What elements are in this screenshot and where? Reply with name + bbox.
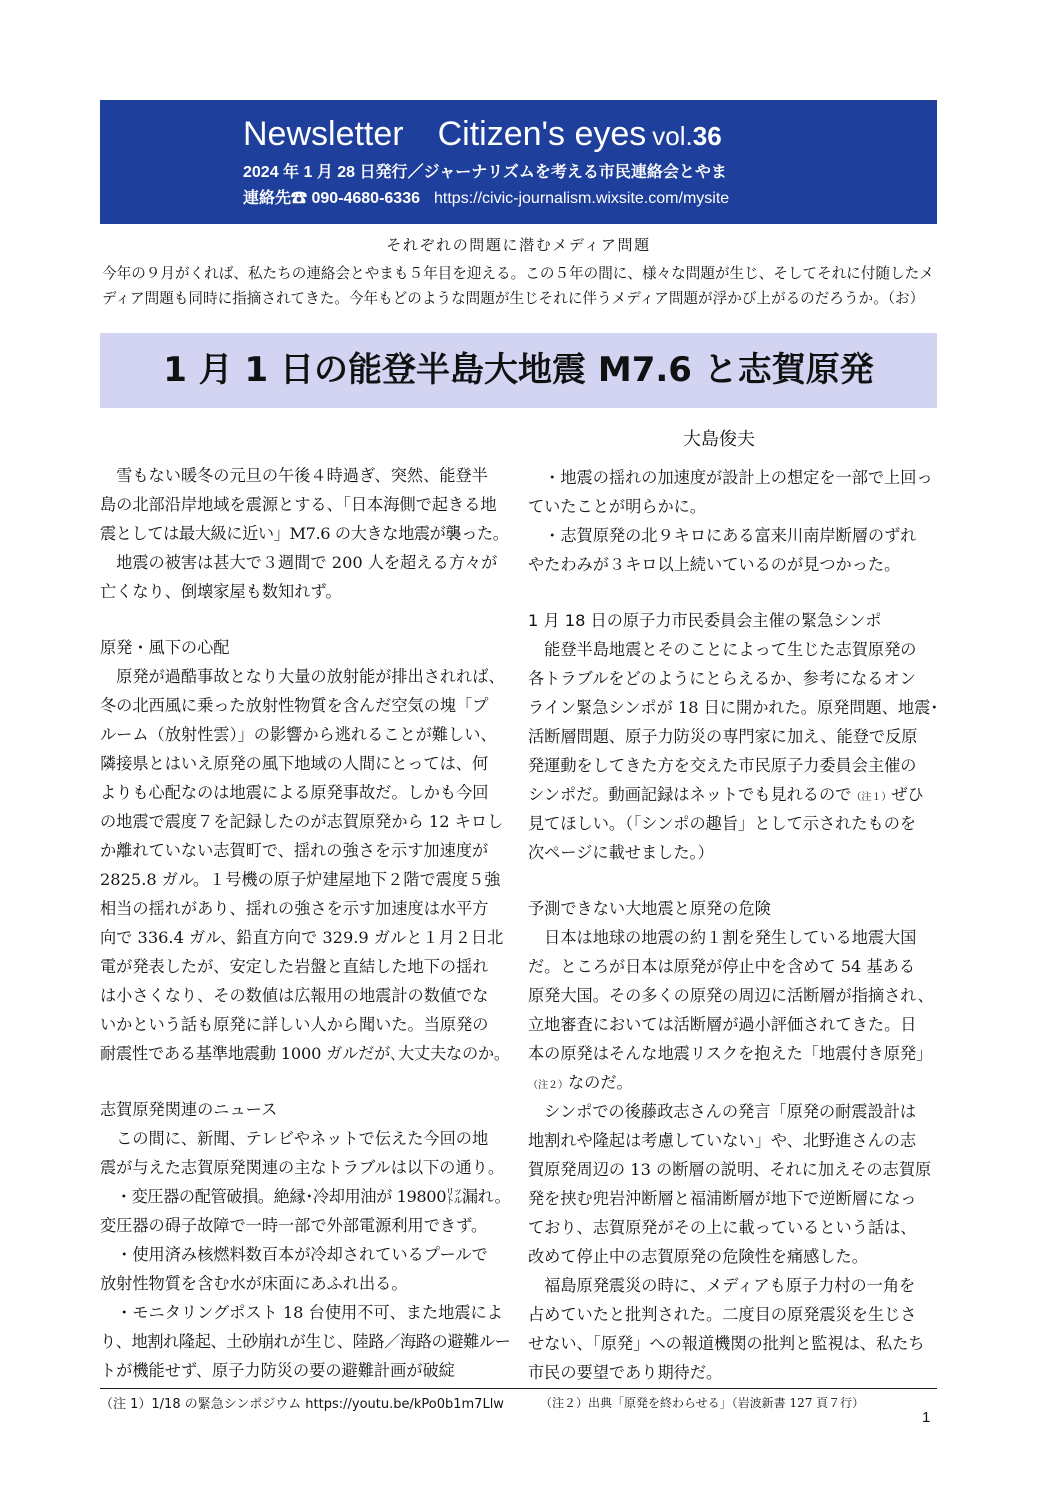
text-line: いかという話も原発に詳しい人から聞いた。当原発の (100, 1015, 489, 1034)
text-line: 隣接県とはいえ原発の風下地域の人間にとっては、何 (100, 754, 489, 773)
text-line: 原発大国。その多くの原発の周辺に活断層が指摘され、 (528, 986, 934, 1005)
volume-prefix: vol. (652, 121, 693, 151)
masthead-title: Newsletter Citizen's eyes (243, 115, 647, 153)
text-line: 原発が過酷事故となり大量の放射能が排出されれば、 (100, 667, 505, 686)
text-line: ライン緊急シンポが 18 日に開かれた。原発問題、地震･ (528, 698, 939, 717)
text-line: の地震で震度７を記録したのが志賀原発から 12 キロし (100, 812, 504, 831)
footnote-ref: （注１） (851, 792, 892, 803)
text-line: シンポでの後藤政志さんの発言「原発の耐震設計は (528, 1102, 917, 1121)
article-section (528, 463, 940, 579)
website-url[interactable]: https://civic-journalism.wixsite.com/mysite (434, 190, 730, 207)
text-line: 雪もない暖冬の元旦の午後４時過ぎ、突然、能登半 (100, 466, 488, 485)
text-line: ていたことが明らかに。 (528, 497, 707, 516)
text-line: 放射性物質を含む水が床面にあふれ出る。 (100, 1274, 408, 1293)
text-line: 立地審査においては活断層が過小評価されてきた。日 (528, 1015, 917, 1034)
text-line: 福島原発震災の時に、メディアも原子力村の一角を (528, 1276, 916, 1295)
text-line: だ。ところが日本は原発が停止中を含めて 54 基ある (528, 957, 916, 976)
text-line: ・モニタリングポスト 18 台使用不可、また地震によ (100, 1303, 503, 1322)
text-line (528, 1068, 940, 1097)
article-section (100, 1095, 512, 1385)
text-line: 耐震性である基準地震動 1000 ガルだが､大丈夫なのか。 (100, 1044, 510, 1063)
text-line: せない、「原発」への報道機関の批判と監視は、私たち (528, 1334, 925, 1353)
editorial-heading: それぞれの問題に潜むメディア問題 (386, 236, 651, 254)
footnote-1-text: （注 1）1/18 の緊急シンポジウム (100, 1397, 302, 1412)
newsletter-header (100, 100, 937, 224)
text-line: 日本は地球の地震の約１割を発生している地震大国 (528, 928, 917, 947)
text-line: 市民の要望であり期待だ。 (528, 1363, 723, 1382)
text-line: 震としては最大級に近い」M7.6 の大きな地震が襲った。 (100, 524, 509, 543)
text-line: 2825.8 ガル。１号機の原子炉建屋地下２階で震度５強 (100, 870, 501, 889)
article-title: 1 月 1 日の能登半島大地震 M7.6 と志賀原発 (163, 350, 874, 390)
text-line: 冬の北西風に乗った放射性物質を含んだ空気の塊「プ (100, 696, 489, 715)
text-line: 賀原発周辺の 13 の断層の説明、それに加えその志賀原 (528, 1160, 932, 1179)
page-number: 1 (922, 1409, 931, 1426)
text-line (528, 780, 940, 809)
text-line: か離れていない志賀町で、揺れの強さを示す加速度が (100, 841, 489, 860)
text-line: 発運動をしてきた方を交えた市民原子力委員会主催の (528, 756, 917, 775)
text-line: トが機能せず、原子力防災の要の避難計画が破綻 (100, 1361, 455, 1380)
text-line: 発を挟む兜岩沖断層と福浦断層が地下で逆断層になっ (528, 1189, 917, 1208)
footnote-1-url[interactable]: https://youtu.be/kPo0b1m7Llw (305, 1397, 504, 1412)
text-line: ・地震の揺れの加速度が設計上の想定を一部で上回っ (528, 468, 933, 487)
article-left-column (100, 461, 512, 1385)
text-line: 向で 336.4 ガル、鉛直方向で 329.9 ガルと１月２日北 (100, 928, 504, 947)
text-line: 震が与えた志賀原発関連の主なトラブルは以下の通り。 (100, 1158, 505, 1177)
text-line: ・使用済み核燃料数百本が冷却されているプールで (100, 1245, 488, 1264)
text-line: 電が発表したが、安定した岩盤と直結した地下の揺れ (100, 957, 489, 976)
text-line: ルーム（放射性雲）」の影響から逃れることが難しい、 (100, 725, 497, 744)
text-line: 改めて停止中の志賀原発の危険性を痛感した。 (528, 1247, 868, 1266)
text-line: 地震の被害は甚大で３週間で 200 人を超える方々が (100, 553, 498, 572)
text-line: ・志賀原発の北９キロにある富来川南岸断層のずれ (528, 526, 917, 545)
text-line: 亡くなり、倒壊家屋も数知れず。 (100, 582, 342, 601)
text-line: 占めていたと批判された。二度目の原発震災を生じさ (528, 1305, 917, 1324)
section-heading: 原発・風下の心配 (100, 638, 230, 657)
text-line: 本の原発はそんな地震リスクを抱えた「地震付き原発」 (528, 1044, 933, 1063)
section-heading: 予測できない大地震と原発の危険 (528, 899, 771, 918)
article-section (100, 461, 512, 606)
text-line: は小さくなり、その数値は広報用の地震計の数値でな (100, 986, 489, 1005)
text-span: ぜひ (891, 785, 924, 804)
text-line: 次ページに載せました。） (528, 843, 714, 862)
text-line: 島の北部沿岸地域を震源とする、「日本海側で起きる地 (100, 495, 497, 514)
editorial-text (102, 261, 937, 311)
footnote-1 (100, 1395, 532, 1415)
volume-number: 36 (692, 121, 722, 151)
article-section (100, 633, 512, 1068)
text-line: 見てほしい。（「シンポの趣旨」として示されたものを (528, 814, 917, 833)
article-author: 大島俊夫 (683, 429, 755, 450)
text-line: 変圧器の碍子故障で一時一部で外部電源利用できず。 (100, 1216, 488, 1235)
footnote-ref: （注２） (528, 1080, 568, 1091)
text-line: 能登半島地震とそのことによって生じた志賀原発の (528, 640, 917, 659)
text-line: り、地割れ隆起、土砂崩れが生じ、陸路／海路の避難ルー (100, 1332, 511, 1351)
text-line: ており、志賀原発がその上に載っているという話は、 (528, 1218, 917, 1237)
article-section (528, 606, 940, 867)
text-span: シンポだ。動画記録はネットでも見れるので (528, 785, 852, 804)
section-heading: 志賀原発関連のニュース (100, 1100, 278, 1119)
text-line: この間に、新聞、テレビやネットで伝えた今回の地 (100, 1129, 489, 1148)
text-line: 相当の揺れがあり、揺れの強さを示す加速度は水平方 (100, 899, 489, 918)
text-line: 活断層問題、原子力防災の専門家に加え、能登で反原 (528, 727, 918, 746)
issue-line: 2024 年 1 月 28 日発行／ジャーナリズムを考える市民連絡会とやま (243, 164, 727, 181)
masthead-title-row (243, 110, 937, 160)
text-line: 各トラブルをどのようにとらえるか、参考になるオン (528, 669, 916, 688)
text-line: ・変圧器の配管破損。絶縁･冷却用油が 19800㍑漏れ。 (100, 1187, 511, 1206)
footnote-divider (100, 1388, 937, 1389)
text-line: やたわみが３キロ以上続いているのが見つかった。 (528, 555, 901, 574)
text-line: ディア問題も同時に指摘されてきた。今年もどのような問題が生じそれに伴うメディア問題が浮かび上がるのだろうか。（お） (102, 290, 925, 307)
text-line: 地割れや隆起は考慮していない」や、北野進さんの志 (528, 1131, 917, 1150)
footnote-2: （注２）出典「原発を終わらせる」（岩波新書 127 頁７行） (540, 1396, 865, 1410)
contact-phone: 連絡先☎ 090-4680-6336 (243, 190, 420, 207)
text-line: 今年の９月がくれば、私たちの連絡会とやまも５年目を迎える。この５年の間に、様々な問題が生じ、そしてそれに付随したメ (102, 265, 934, 282)
text-span: なのだ。 (568, 1073, 633, 1092)
section-heading: 1 月 18 日の原子力市民委員会主催の緊急シンポ (528, 611, 882, 630)
article-title-band (100, 333, 937, 408)
contact-row (243, 186, 937, 212)
article-section (528, 894, 940, 1387)
text-line: よりも心配なのは地震による原発事故だ。しかも今回 (100, 783, 489, 802)
article-right-column (528, 463, 940, 1387)
